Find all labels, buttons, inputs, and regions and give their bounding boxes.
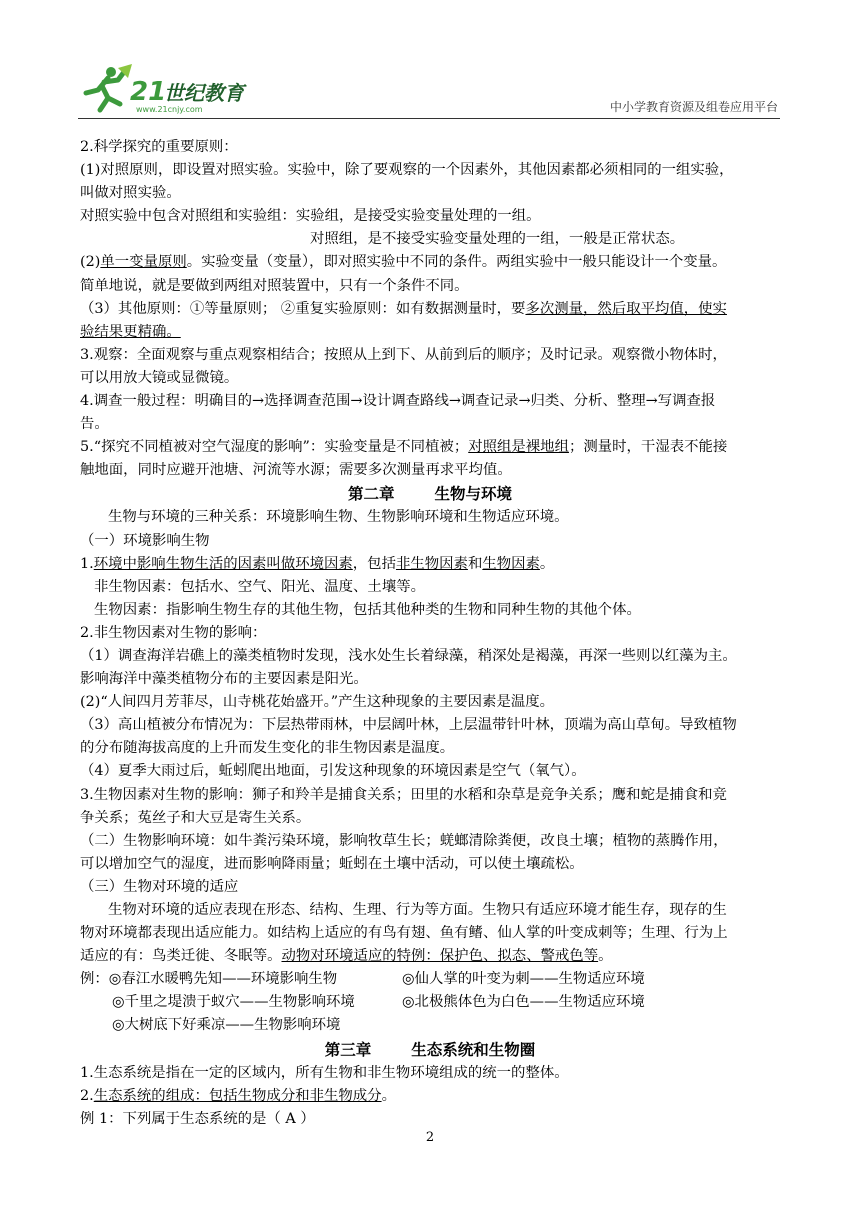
21cnjy-logo <box>78 60 278 116</box>
text-line: 可以用放大镜或显微镜。 <box>80 369 239 386</box>
svg-text:www.21cnjy.com: www.21cnjy.com <box>136 105 203 114</box>
text-line: （4）夏季大雨过后，蚯蚓爬出地面，引发这种现象的环境因素是空气（氧气）。 <box>80 763 586 780</box>
text-line: 叫做对照实验。 <box>80 185 181 202</box>
text-line: 4.调查一般过程：明确目的→选择调查范围→设计调查路线→调查记录→归类、分析、整理→写调查报 <box>80 393 716 410</box>
chapter-3-heading <box>80 1038 780 1062</box>
text-line: （一）环境影响生物 <box>80 532 210 549</box>
text-line <box>80 553 780 576</box>
text-line: 3.观察：全面观察与重点观察相结合；按照从上到下、从前到后的顺序；及时记录。观察微小物体时， <box>80 346 727 363</box>
text-line <box>80 298 780 321</box>
example-row <box>80 991 780 1014</box>
svg-text:世纪教育: 世纪教育 <box>164 81 244 105</box>
text-span: (2) <box>80 254 101 271</box>
text-span: 1. <box>80 555 94 572</box>
text-line: （1）调查海洋岩礁上的藻类植物时发现，浅水处生长着绿藻，稍深处是褐藻，再深一些则以红藻为主。 <box>80 647 737 664</box>
text-line: 1.生态系统是指在一定的区域内，所有生物和非生物环境组成的统一的整体。 <box>80 1064 569 1081</box>
text-line: 2.非生物因素对生物的影响： <box>80 624 267 641</box>
text-line <box>80 1085 780 1108</box>
svg-text:21: 21 <box>130 77 167 107</box>
text-span: 。 <box>598 948 613 965</box>
text-line: 的分布随海拔高度的上升而发生变化的非生物因素是温度。 <box>80 740 455 757</box>
text-line: 生物与环境的三种关系：环境影响生物、生物影响环境和生物适应环境。 <box>108 509 569 526</box>
text-span: 适应的有：鸟类迁徙、冬眠等。 <box>80 948 282 965</box>
underlined-term: 环境中影响生物生活的因素叫做环境因素 <box>93 555 353 572</box>
text-line: 非生物因素：包括水、空气、阳光、温度、土壤等。 <box>94 578 425 595</box>
example-item: ◎北极熊体色为白色——生物适应环境 <box>402 994 645 1011</box>
text-line <box>80 945 780 968</box>
text-line: 对照组，是不接受实验变量处理的一组，一般是正常状态。 <box>310 231 685 248</box>
text-span: 。实验变量（变量），即对照实验中不同的条件。两组实验中一般只能设计一个变量。 <box>186 254 727 271</box>
example-item: ◎千里之堤溃于蚁穴——生物影响环境 <box>112 994 355 1011</box>
text-line <box>80 436 780 459</box>
text-line: 争关系；菟丝子和大豆是寄生关系。 <box>80 809 311 826</box>
text-line: 例 1：下列属于生态系统的是（ A ） <box>80 1110 315 1127</box>
header-divider <box>78 118 780 119</box>
text-line: （二）生物影响环境：如牛粪污染环境，影响牧草生长；蜣螂清除粪便，改良土壤；植物的蒸腾作用， <box>80 832 728 849</box>
text-span: 2. <box>80 1087 94 1104</box>
text-span: ，包括 <box>352 555 396 572</box>
text-span: 5.“探究不同植被对空气湿度的影响”：实验变量是不同植被； <box>80 439 469 456</box>
text-span: 。 <box>539 555 555 572</box>
example-row <box>80 968 780 991</box>
text-line: 2.科学探究的重要原则： <box>80 139 238 155</box>
text-line: （3）高山植被分布情况为：下层热带雨林，中层阔叶林，上层温带针叶林，顶端为高山草甸。导致植物 <box>80 717 737 734</box>
text-span: 和 <box>467 555 483 572</box>
chapter-title: 生物与环境 <box>434 484 513 504</box>
text-line: （三）生物对环境的适应 <box>80 878 239 895</box>
chapter-number: 第三章 <box>324 1039 372 1059</box>
text-line: 告。 <box>80 416 109 433</box>
underlined-term: 多次测量，然后取平均值，使实 <box>525 300 727 317</box>
underlined-term: 单一变量原则 <box>100 254 187 271</box>
text-line: 简单地说，就是要做到两组对照装置中，只有一个条件不同。 <box>80 277 469 294</box>
text-line: 触地面，同时应避开池塘、河流等水源；需要多次测量再求平均值。 <box>80 462 512 479</box>
underlined-term: 生物因素 <box>482 555 540 572</box>
chapter-2-heading <box>80 482 780 506</box>
text-line: 对照实验中包含对照组和实验组：实验组，是接受实验变量处理的一组。 <box>80 208 541 225</box>
page-header <box>78 60 778 118</box>
example-item: ◎大树底下好乘凉——生物影响环境 <box>112 1017 341 1034</box>
text-line: (1)对照原则，即设置对照实验。实验中，除了要观察的一个因素外，其他因素都必须相同的一组实验， <box>80 162 734 179</box>
text-line: 可以增加空气的湿度，进而影响降雨量；蚯蚓在土壤中活动，可以使土壤疏松。 <box>80 855 584 872</box>
chapter-title: 生态系统和生物圈 <box>411 1039 536 1059</box>
text-line: 物对环境都表现出适应能力。如结构上适应的有鸟有翅、鱼有鳍、仙人掌的叶变成刺等；生理、行为上 <box>80 925 728 942</box>
document-body <box>80 136 780 1131</box>
example-item: ◎仙人掌的叶变为刺——生物适应环境 <box>402 971 645 988</box>
underlined-term: 生态系统的组成：包括生物成分和非生物成分 <box>93 1087 382 1104</box>
text-line: 3.生物因素对生物的影响：狮子和羚羊是捕食关系；田里的水稻和杂草是竞争关系；鹰和蛇是捕食和竞 <box>80 786 727 803</box>
chapter-number: 第二章 <box>347 484 395 504</box>
underlined-term: 对照组是裸地组 <box>468 439 569 456</box>
text-line: 验结果更精确。 <box>80 323 181 340</box>
text-line: 生物因素：指影响生物生存的其他生物，包括其他种类的生物和同种生物的其他个体。 <box>94 601 641 618</box>
example-item: 例：◎春江水暖鸭先知——环境影响生物 <box>80 971 338 988</box>
example-row <box>80 1014 780 1037</box>
platform-name: 中小学教育资源及组卷应用平台 <box>609 100 778 114</box>
text-span: （3）其他原则：①等量原则； ②重复实验原则：如有数据测量时，要 <box>80 300 526 317</box>
text-line: (2)“人间四月芳菲尽，山寺桃花始盛开。”产生这种现象的主要因素是温度。 <box>80 694 555 711</box>
text-line: 影响海洋中藻类植物分布的主要因素是阳光。 <box>80 671 368 688</box>
text-line <box>80 251 780 274</box>
underlined-term: 动物对环境适应的特例：保护色、拟态、警戒色等 <box>281 948 599 965</box>
text-span: ；测量时，干湿表不能接 <box>568 439 728 456</box>
underlined-term: 非生物因素 <box>395 555 468 572</box>
text-span: 。 <box>381 1087 396 1104</box>
page-number: 2 <box>425 1130 435 1145</box>
text-line: 生物对环境的适应表现在形态、结构、生理、行为等方面。生物只有适应环境才能生存，现存的生 <box>108 902 727 918</box>
